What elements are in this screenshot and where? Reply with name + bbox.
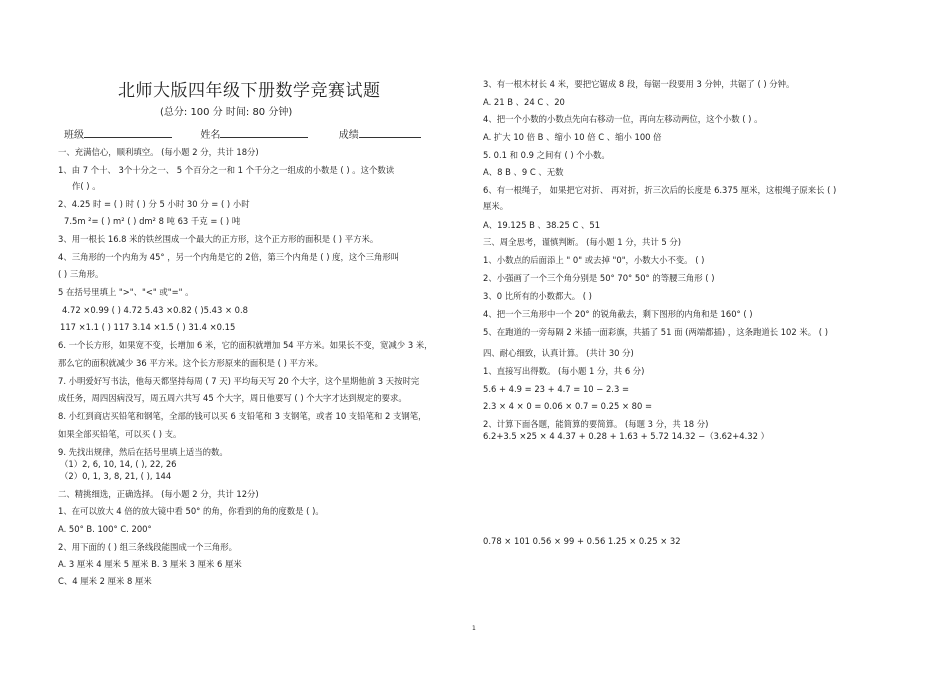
option-row: A. 21 B 、24 C 、20 — [483, 97, 565, 107]
judge-line: 4、把一个三角形中一个 20° 的锐角截去，剩下图形的内角和是 160° ( ) — [483, 309, 753, 319]
question-line: ( ) 三角形。 — [58, 269, 104, 279]
name-blank — [220, 128, 308, 138]
question-line: 如果全部买铅笔，可以买 ( ) 支。 — [58, 429, 182, 439]
class-blank — [84, 128, 172, 138]
question-line: 那么它的面积就减少 36 平方米。这个长方形原来的面积是 ( ) 平方米。 — [58, 358, 324, 368]
question-line: 厘米。 — [483, 201, 509, 211]
info-line — [64, 128, 421, 141]
subsection-heading: 1、直接写出得数。 (每小题 1 分，共 6 分) — [483, 366, 645, 376]
calc-row: 5.6 + 4.9 = 23 + 4.7 = 10 − 2.3 = — [483, 384, 629, 394]
question-line: 2、4.25 时 = ( ) 时 ( ) 分 5 小时 30 分 = ( ) 小时 — [58, 199, 250, 209]
page-number: 1 — [472, 625, 476, 632]
calc-row: 2.3 × 4 × 0 = 0.06 × 0.7 = 0.25 × 80 = — [483, 401, 652, 411]
section-2-heading: 二、精挑细选，正确选择。 (每小题 2 分，共计 12分) — [58, 489, 259, 499]
sequence-row: （2）0, 1, 3, 8, 21, ( ), 144 — [60, 471, 172, 481]
question-line: 成任务，周四因病没写，周五周六共写 45 个大字，周日他要写 ( ) 个大字才达到规定的要求。 — [58, 393, 407, 403]
score-blank — [359, 128, 421, 138]
compare-row: 4.72 ×0.99 ( ) 4.72 5.43 ×0.82 ( )5.43 × 0.8 — [62, 305, 248, 315]
calc-row: 6.2+3.5 ×25 × 4 4.37 + 0.28 + 1.63 + 5.72 14.32 −（3.62+4.32 ） — [483, 431, 769, 441]
question-line: 4、三角形的一个内角为 45° ，另一个内角是它的 2倍，第三个内角是 ( ) 度，这个三角形叫 — [58, 252, 400, 262]
question-line: 作( ) 。 — [72, 181, 101, 191]
judge-line: 3、0 比所有的小数都大。 ( ) — [483, 291, 592, 301]
page-subtitle: (总分: 100 分 时间: 80 分钟) — [160, 107, 293, 118]
option-row: A. 50° B. 100° C. 200° — [58, 524, 152, 534]
page-title: 北师大版四年级下册数学竞赛试题 — [118, 81, 381, 101]
question-line: 5 在括号里填上 ">"、"<" 或"=" 。 — [58, 287, 194, 297]
question-line: 1、在可以放大 4 倍的放大镜中看 50° 的角，你看到的角的度数是 ( )。 — [58, 506, 324, 516]
question-line: 3、有一根木材长 4 米，要把它锯成 8 段，每锯一段要用 3 分钟，共锯了 ( ) 分钟。 — [483, 79, 795, 89]
question-line: 5. 0.1 和 0.9 之间有 ( ) 个小数。 — [483, 150, 610, 160]
option-row: A、19.125 B 、38.25 C 、51 — [483, 220, 601, 230]
name-label: 姓名 — [200, 130, 221, 141]
judge-line: 2、小强画了一个三个角分别是 50° 70° 50° 的等腰三角形 ( ) — [483, 273, 715, 283]
judge-line: 1、小数点的后面添上 " 0" 或去掉 "0"，小数大小不变。 ( ) — [483, 255, 705, 265]
section-3-heading: 三、周全思考，谨慎判断。 (每小题 1 分，共计 5 分) — [483, 237, 682, 247]
question-line: 9. 先找出规律，然后在括号里填上适当的数。 — [58, 447, 228, 457]
question-line: 8. 小红到商店买铅笔和钢笔，全部的钱可以买 6 支铅笔和 3 支钢笔，或者 10 支铅笔和 2 支钢笔， — [58, 411, 427, 421]
compare-row: 117 ×1.1 ( ) 117 3.14 ×1.5 ( ) 31.4 ×0.15 — [60, 322, 236, 332]
section-1-heading: 一、充满信心，顺利填空。 (每小题 2 分，共计 18分) — [58, 147, 259, 157]
question-line: 3、用一根长 16.8 米的铁丝围成一个最大的正方形，这个正方形的面积是 ( ) 平方米。 — [58, 234, 379, 244]
question-line: 1、由 7 个十、 3个十分之一、 5 个百分之一和 1 个千分之一组成的小数是 ( ) 。这个数读 — [58, 165, 395, 175]
option-row: A. 3 厘米 4 厘米 5 厘米 B. 3 厘米 3 厘米 6 厘米 — [58, 559, 242, 569]
question-line: 6. 一个长方形，如果宽不变，长增加 6 米，它的面积就增加 54 平方米。如果长不变，宽减少 3 米， — [58, 340, 433, 350]
judge-line: 5、在跑道的一旁每隔 2 米插一面彩旗，共插了 51 面 (两端都插) ，这条跑道长 102 米。 ( ) — [483, 327, 828, 337]
question-line: 7. 小明爱好写书法，他每天都坚持每周 ( 7 天) 平均每天写 20 个大字，这个星期他前 3 天按时完 — [58, 376, 420, 386]
section-4-heading: 四、耐心细致，认真计算。 (共计 30 分) — [483, 348, 634, 358]
question-line: 4、把一个小数的小数点先向右移动一位，再向左移动两位，这个小数 ( ) 。 — [483, 114, 763, 124]
option-row: C、4 厘米 2 厘米 8 厘米 — [58, 576, 152, 586]
question-line: 6、有一根绳子， 如果把它对折、 再对折，折三次后的长度是 6.375 厘米，这根绳子原来长 ( ) — [483, 185, 837, 195]
option-row: A. 扩大 10 倍 B 、缩小 10 倍 C 、缩小 100 倍 — [483, 132, 662, 142]
subsection-heading: 2、计算下面各题，能简算的要简算。 (每题 3 分，共 18 分) — [483, 419, 709, 429]
class-label: 班级 — [64, 130, 84, 141]
calc-row: 0.78 × 101 0.56 × 99 + 0.56 1.25 × 0.25 × 32 — [483, 536, 681, 546]
option-row: A、8 B 、9 C 、无数 — [483, 167, 564, 177]
question-line: 7.5m ²= ( ) m² ( ) dm² 8 吨 63 千克 = ( ) 吨 — [64, 216, 241, 226]
question-line: 2、用下面的 ( ) 组三条线段能围成一个三角形。 — [58, 542, 237, 552]
sequence-row: （1）2, 6, 10, 14, ( ), 22, 26 — [60, 459, 177, 469]
score-label: 成绩 — [338, 130, 359, 141]
